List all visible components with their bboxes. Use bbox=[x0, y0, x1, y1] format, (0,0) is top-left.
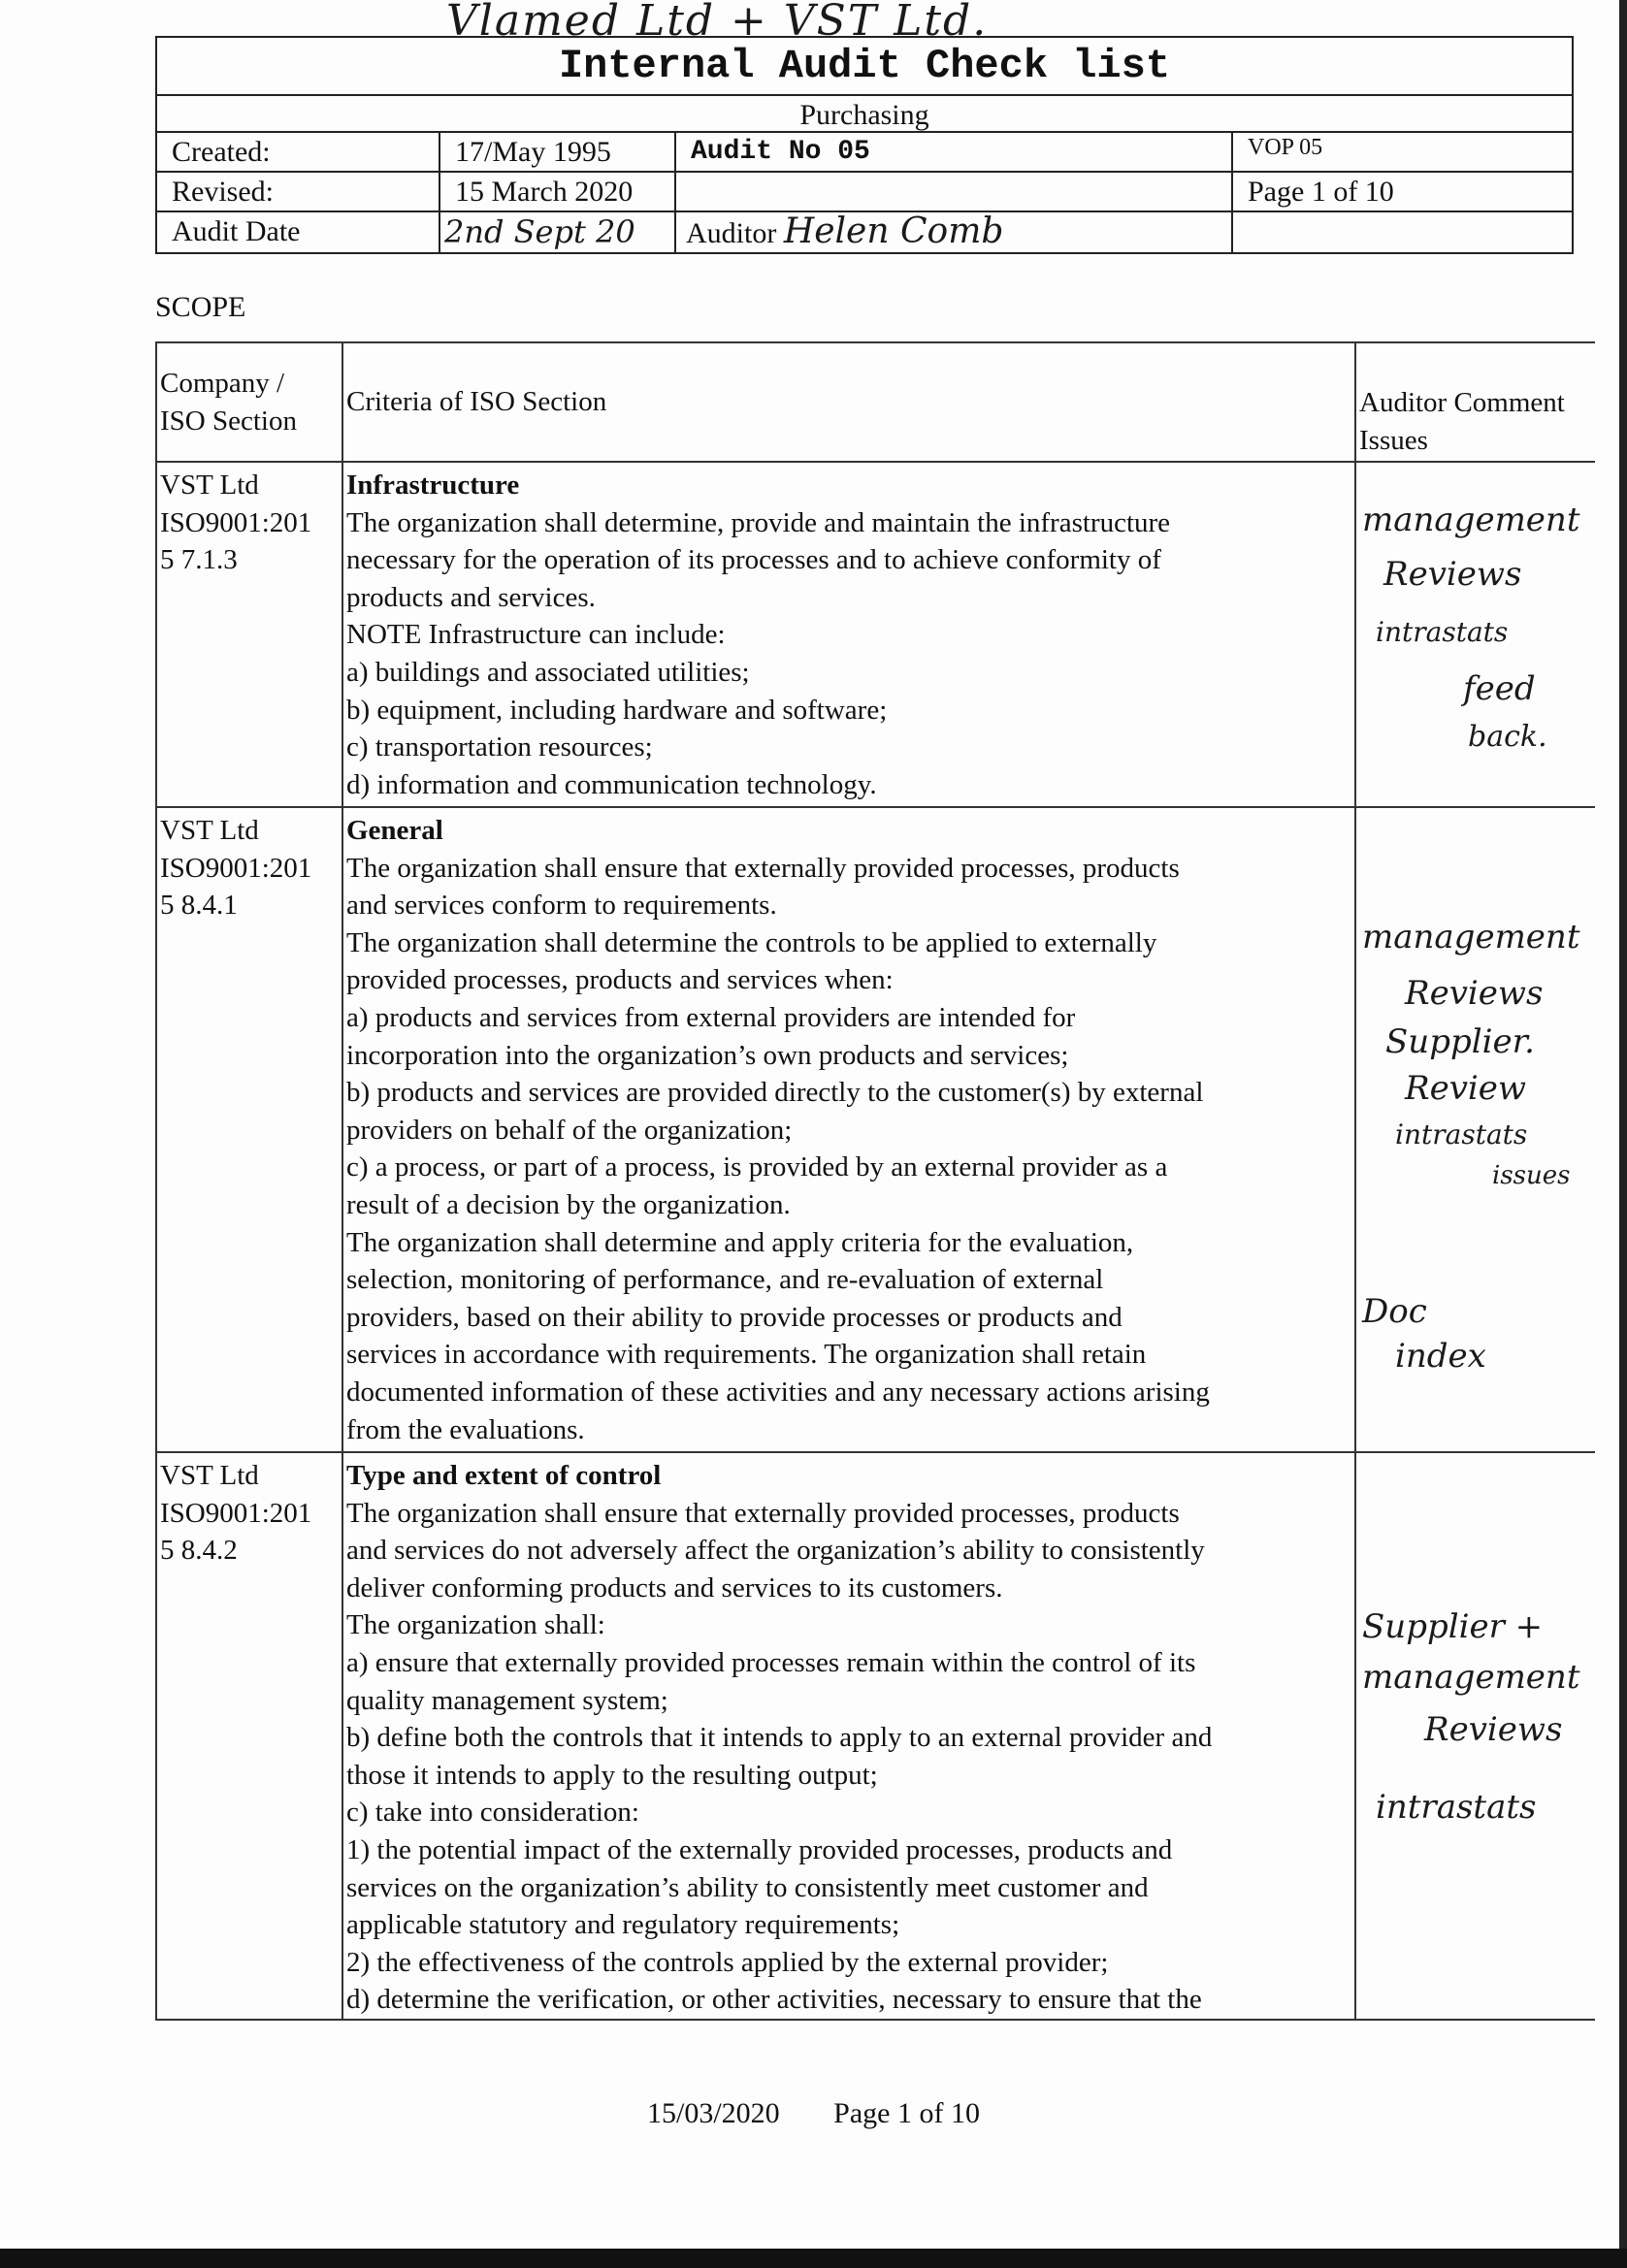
criteria-line: selection, monitoring of performance, and re-evaluation of external bbox=[346, 1264, 1104, 1296]
criteria-line: quality management system; bbox=[346, 1684, 668, 1716]
table-row bbox=[156, 807, 1595, 1452]
company-name: VST Ltd bbox=[160, 815, 259, 846]
created-label: Created: bbox=[157, 133, 440, 171]
criteria-line: services in accordance with requirements. The organization shall retain bbox=[346, 1339, 1147, 1371]
column-header-auditor-comment bbox=[1355, 342, 1595, 462]
criteria-line: b) define both the controls that it intends to apply to an external provider and bbox=[346, 1722, 1213, 1754]
handwritten-comment: Doc bbox=[1362, 1292, 1427, 1331]
table-header-row bbox=[156, 342, 1595, 462]
criteria-line: result of a decision by the organization. bbox=[346, 1188, 791, 1220]
criteria-line: c) take into consideration: bbox=[346, 1797, 639, 1829]
iso-standard: ISO9001:201 bbox=[160, 852, 312, 884]
criteria-line: necessary for the operation of its processes and to achieve conformity of bbox=[346, 544, 1161, 576]
handwritten-comment: intrastats bbox=[1376, 1788, 1537, 1827]
criteria-line: a) ensure that externally provided processes remain within the control of its bbox=[346, 1646, 1196, 1678]
criteria-line: incorporation into the organization’s own products and services; bbox=[346, 1039, 1069, 1071]
handwritten-comment: index bbox=[1395, 1337, 1486, 1376]
header-line: ISO Section bbox=[160, 405, 297, 437]
criteria-line: b) products and services are provided directly to the customer(s) by external bbox=[346, 1077, 1204, 1109]
criteria-line: those it intends to apply to the resulting output; bbox=[346, 1759, 878, 1791]
audit-date-cell bbox=[440, 212, 676, 252]
audit-number: Audit No 05 bbox=[676, 133, 1233, 171]
document-reference: VOP 05 bbox=[1248, 135, 1323, 160]
header-line: Auditor Comment bbox=[1359, 387, 1565, 418]
criteria-line: providers, based on their ability to provide processes or products and bbox=[346, 1301, 1123, 1333]
criteria-line: The organization shall: bbox=[346, 1609, 605, 1641]
revised-label: Revised: bbox=[157, 173, 440, 211]
criteria-cell bbox=[342, 807, 1355, 1452]
auditor-comment-cell bbox=[1355, 462, 1595, 807]
criteria-heading: Type and extent of control bbox=[346, 1460, 662, 1491]
footer-date: 15/03/2020 bbox=[647, 2097, 780, 2129]
header-row-created bbox=[157, 133, 1572, 173]
criteria-line: applicable statutory and regulatory requirements; bbox=[346, 1909, 900, 1941]
criteria-line: and services do not adversely affect the organization’s ability to consistently bbox=[346, 1535, 1205, 1567]
criteria-line: products and services. bbox=[346, 581, 596, 613]
created-value: 17/May 1995 bbox=[440, 133, 676, 171]
criteria-line: d) information and communication technology. bbox=[346, 768, 877, 800]
iso-clause: 5 7.1.3 bbox=[160, 544, 238, 576]
criteria-line: b) equipment, including hardware and software; bbox=[346, 694, 888, 726]
criteria-line: c) a process, or part of a process, is provided by an external provider as a bbox=[346, 1151, 1168, 1183]
handwritten-comment: Supplier. bbox=[1385, 1022, 1535, 1061]
iso-standard: ISO9001:201 bbox=[160, 506, 312, 538]
criteria-line: deliver conforming products and services to its customers. bbox=[346, 1571, 1003, 1604]
document-subtitle: Purchasing bbox=[157, 96, 1572, 133]
page-footer bbox=[0, 2097, 1627, 2130]
audit-date-label: Audit Date bbox=[157, 212, 440, 252]
revised-value: 15 March 2020 bbox=[440, 173, 676, 211]
criteria-line: The organization shall ensure that externally provided processes, products bbox=[346, 1497, 1180, 1529]
handwritten-comment: issues bbox=[1492, 1161, 1571, 1190]
iso-section-cell bbox=[156, 462, 342, 807]
table-row bbox=[156, 1452, 1595, 2020]
criteria-line: from the evaluations. bbox=[346, 1413, 585, 1445]
scan-border-right bbox=[1619, 0, 1627, 2268]
criteria-line: 2) the effectiveness of the controls applied by the external provider; bbox=[346, 1946, 1109, 1978]
handwritten-comment: Review bbox=[1405, 1069, 1527, 1108]
table-row bbox=[156, 462, 1595, 807]
handwritten-comment: Reviews bbox=[1383, 555, 1522, 594]
company-name: VST Ltd bbox=[160, 470, 259, 501]
criteria-line: services on the organization’s ability to consistently meet customer and bbox=[346, 1871, 1149, 1903]
criteria-heading: Infrastructure bbox=[346, 470, 520, 501]
iso-standard: ISO9001:201 bbox=[160, 1497, 312, 1529]
handwritten-comment: management bbox=[1362, 918, 1580, 956]
header-line: Issues bbox=[1359, 424, 1428, 456]
criteria-line: and services conform to requirements. bbox=[346, 890, 777, 922]
auditor-comment-cell bbox=[1355, 807, 1595, 1452]
criteria-line: The organization shall determine and apply criteria for the evaluation, bbox=[346, 1226, 1134, 1258]
criteria-line: a) products and services from external providers are intended for bbox=[346, 1001, 1076, 1033]
criteria-heading: General bbox=[346, 815, 443, 846]
criteria-line: d) determine the verification, or other activities, necessary to ensure that the bbox=[346, 1984, 1202, 2016]
auditor-label: Auditor bbox=[686, 217, 777, 249]
header-line: Company / bbox=[160, 367, 285, 399]
handwritten-company-names: Vlamed Ltd + VST Ltd. bbox=[446, 0, 989, 46]
audit-checklist-table bbox=[155, 341, 1595, 2021]
criteria-cell bbox=[342, 1452, 1355, 2020]
criteria-line: 1) the potential impact of the externally provided processes, products and bbox=[346, 1833, 1173, 1865]
auditor-value: Helen Comb bbox=[783, 212, 1004, 251]
iso-section-cell bbox=[156, 807, 342, 1452]
iso-clause: 5 8.4.1 bbox=[160, 890, 238, 922]
column-header-iso-section bbox=[156, 342, 342, 462]
criteria-line: The organization shall ensure that externally provided processes, products bbox=[346, 852, 1180, 884]
iso-section-cell bbox=[156, 1452, 342, 2020]
scan-border-bottom bbox=[0, 2249, 1627, 2268]
criteria-line: documented information of these activities and any necessary actions arising bbox=[346, 1376, 1210, 1408]
criteria-line: a) buildings and associated utilities; bbox=[346, 656, 750, 688]
company-name: VST Ltd bbox=[160, 1460, 259, 1491]
empty-cell bbox=[676, 173, 1233, 211]
audit-date-value: 2nd Sept 20 bbox=[444, 213, 635, 250]
criteria-line: c) transportation resources; bbox=[346, 731, 653, 763]
header-row-revised bbox=[157, 173, 1572, 212]
criteria-line: providers on behalf of the organization; bbox=[346, 1114, 793, 1146]
empty-cell bbox=[1233, 212, 1572, 252]
handwritten-comment: intrastats bbox=[1395, 1118, 1528, 1150]
criteria-line: The organization shall determine the controls to be applied to externally bbox=[346, 926, 1157, 958]
document-title: Internal Audit Check list bbox=[157, 38, 1572, 96]
handwritten-comment: management bbox=[1362, 501, 1580, 539]
handwritten-comment: intrastats bbox=[1376, 616, 1509, 648]
criteria-line: The organization shall determine, provide and maintain the infrastructure bbox=[346, 506, 1171, 538]
handwritten-comment: feed bbox=[1463, 669, 1536, 708]
handwritten-comment: Reviews bbox=[1424, 1710, 1563, 1749]
handwritten-comment: Reviews bbox=[1405, 974, 1544, 1013]
handwritten-comment: Supplier + bbox=[1362, 1607, 1544, 1646]
handwritten-comment: management bbox=[1362, 1658, 1580, 1697]
page-indicator: Page 1 of 10 bbox=[1248, 176, 1394, 208]
header-row-audit-date bbox=[157, 212, 1572, 252]
column-header-criteria: Criteria of ISO Section bbox=[342, 342, 1355, 462]
criteria-line: provided processes, products and services when: bbox=[346, 964, 894, 996]
auditor-cell bbox=[676, 212, 1233, 252]
scope-label: SCOPE bbox=[155, 291, 246, 323]
handwritten-comment: back. bbox=[1468, 720, 1547, 754]
auditor-comment-cell bbox=[1355, 1452, 1595, 2020]
criteria-line: NOTE Infrastructure can include: bbox=[346, 619, 726, 651]
iso-clause: 5 8.4.2 bbox=[160, 1535, 238, 1567]
criteria-cell bbox=[342, 462, 1355, 807]
audit-header-table bbox=[155, 36, 1574, 254]
footer-page: Page 1 of 10 bbox=[833, 2097, 980, 2129]
